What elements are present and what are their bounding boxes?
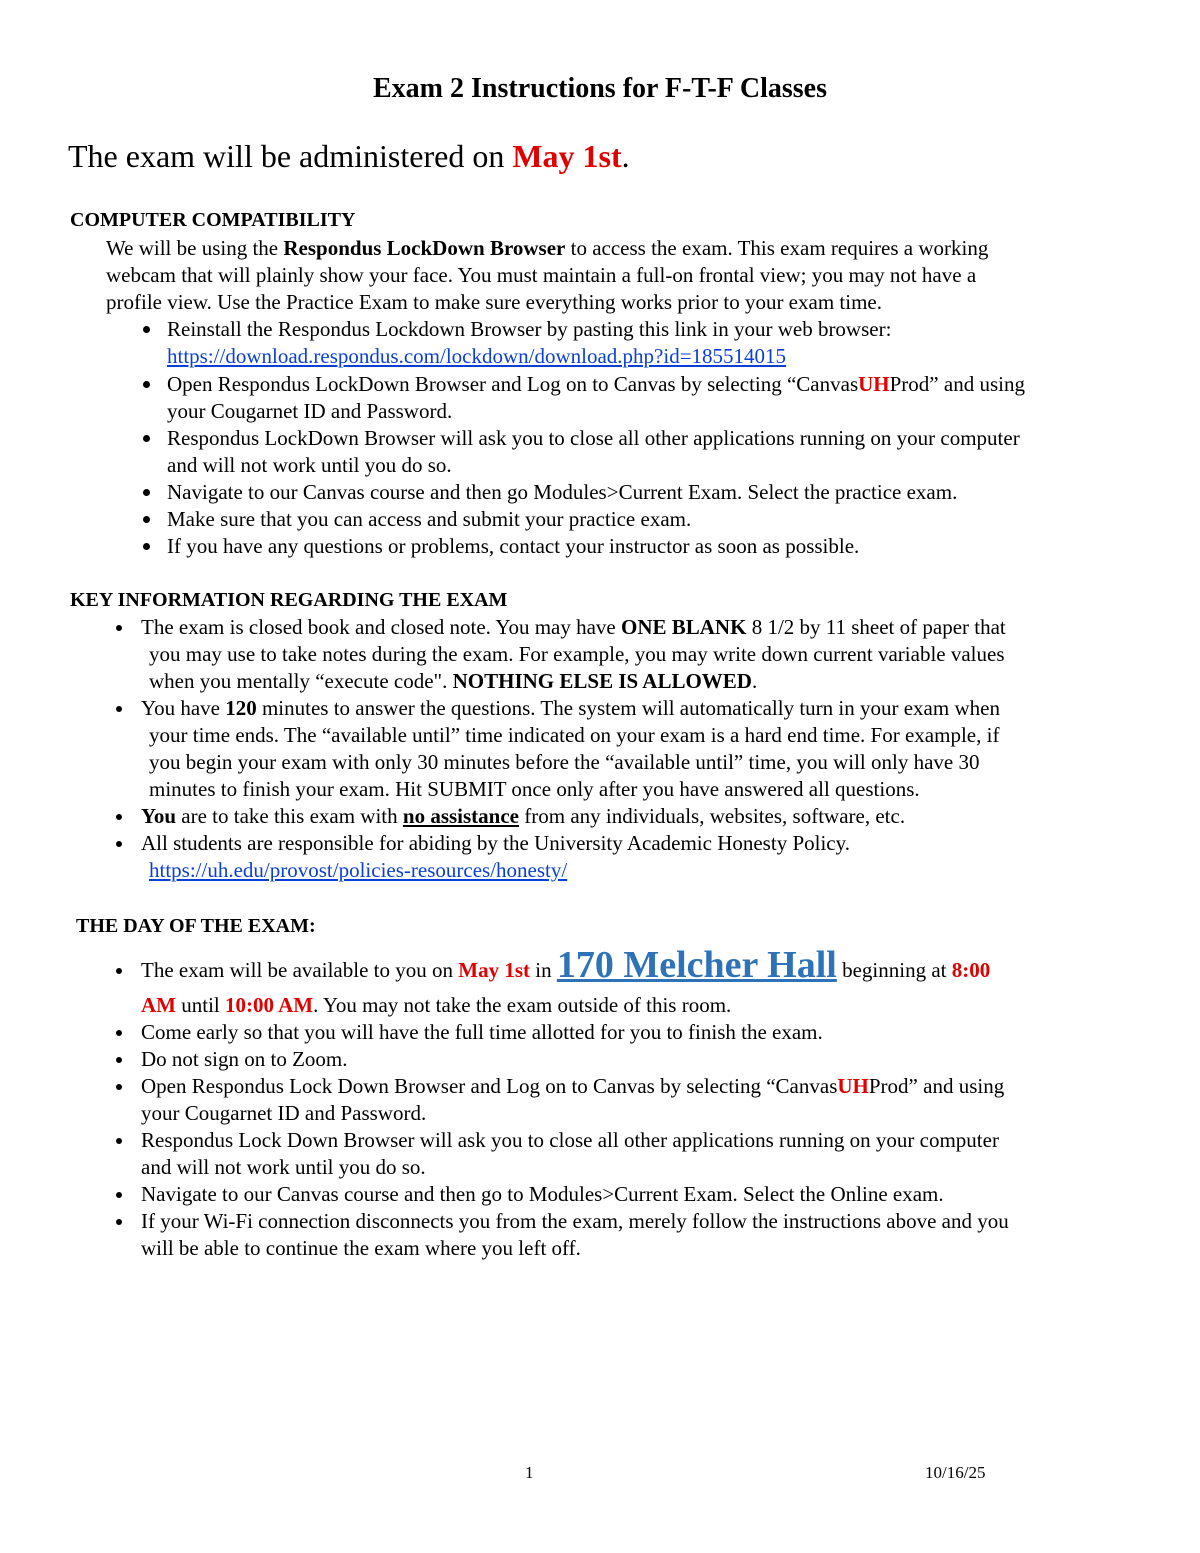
bullet-icon — [143, 326, 150, 333]
day-bullet-7-cont: will be able to continue the exam where you left off. — [141, 1236, 581, 1260]
lockdown-browser-name: Respondus LockDown Browser — [283, 236, 566, 260]
bullet-icon — [143, 435, 150, 442]
bullet-icon — [116, 1030, 122, 1036]
bullet-text: are to take this exam with — [176, 804, 403, 828]
bullet-text: minutes to answer the questions. The system will automatically turn in your exam when — [256, 696, 1000, 720]
bullet-text: Prod” and using — [889, 372, 1025, 396]
start-time-meridiem: AM — [141, 993, 176, 1017]
page-number: 1 — [525, 1463, 534, 1482]
honesty-link-row — [149, 858, 567, 883]
bullet-text: You have — [141, 696, 226, 720]
bullet-text: The exam is closed book and closed note. You may have — [141, 615, 621, 639]
one-blank-emphasis: ONE BLANK — [621, 615, 747, 639]
uh-highlight: UH — [837, 1074, 869, 1098]
end-time: 10:00 AM — [225, 993, 314, 1017]
minutes-count: 120 — [225, 696, 257, 720]
bullet-icon — [116, 625, 122, 631]
compat-bullet-1: Reinstall the Respondus Lockdown Browser by pasting this link in your web browser: — [167, 317, 892, 341]
bullet-icon — [116, 1138, 122, 1144]
day-bullet-1-cont — [141, 993, 731, 1018]
bullet-text: in — [530, 958, 557, 982]
compat-para-line-3: profile view. Use the Practice Exam to make sure everything works prior to your exam time. — [106, 290, 882, 314]
bullet-text: . — [751, 669, 758, 693]
bullet-text: 8 1/2 by 11 sheet of paper that — [746, 615, 1006, 639]
key-bullet-2-cont: your time ends. The “available until” time indicated on your exam is a hard end time. For example, if — [149, 723, 1000, 747]
no-assistance-emphasis: no assistance — [402, 804, 519, 828]
key-bullet-2 — [141, 696, 1000, 721]
day-bullet-7: If your Wi-Fi connection disconnects you from the exam, merely follow the instructions above and you — [141, 1209, 1009, 1233]
day-bullet-2: Come early so that you will have the full time allotted for you to finish the exam. — [141, 1020, 823, 1044]
exam-date: May 1st — [512, 138, 622, 174]
bullet-text: The exam will be available to you on — [141, 958, 459, 982]
compat-bullet-2 — [167, 372, 1025, 397]
exam-date-line — [68, 138, 630, 175]
para-text: to access the exam. This exam requires a working — [565, 236, 989, 260]
exam-day-date: May 1st — [458, 958, 530, 982]
day-bullet-4 — [141, 1074, 1004, 1099]
intro-suffix: . — [621, 138, 630, 174]
day-bullet-5: Respondus Lock Down Browser will ask you to close all other applications running on your computer — [141, 1128, 999, 1152]
bullet-text: . You may not take the exam outside of this room. — [313, 993, 732, 1017]
bullet-icon — [116, 841, 122, 847]
day-bullet-4-cont: your Cougarnet ID and Password. — [141, 1101, 427, 1125]
key-bullet-2-cont-3: minutes to finish your exam. Hit SUBMIT once only after you have answered all questions. — [149, 777, 920, 801]
bullet-text: Open Respondus LockDown Browser and Log on to Canvas by selecting “Canvas — [167, 372, 859, 396]
bullet-icon — [116, 706, 122, 712]
document-title: Exam 2 Instructions for F-T-F Classes — [373, 73, 827, 104]
day-bullet-5-cont: and will not work until you do so. — [141, 1155, 426, 1179]
key-bullet-1-cont-2 — [149, 669, 757, 694]
key-bullet-1 — [141, 615, 1006, 640]
key-bullet-2-cont-2: you begin your exam with only 30 minutes before the “available until” time, you will only have 30 — [149, 750, 980, 774]
day-bullet-1 — [141, 942, 990, 988]
bullet-text: when you mentally “execute code". — [149, 669, 453, 693]
compat-bullet-3-cont: and will not work until you do so. — [167, 453, 452, 477]
bullet-icon — [116, 968, 122, 974]
para-text: We will be using the — [106, 236, 284, 260]
footer-date: 10/16/25 — [925, 1463, 986, 1482]
bullet-icon — [116, 1192, 122, 1198]
key-bullet-4: All students are responsible for abiding by the University Academic Honesty Policy. — [141, 831, 850, 855]
bullet-icon — [143, 516, 150, 523]
day-bullet-6: Navigate to our Canvas course and then go to Modules>Current Exam. Select the Online exam. — [141, 1182, 944, 1206]
intro-prefix: The exam will be administered on — [68, 138, 513, 174]
exam-location: 170 Melcher Hall — [556, 944, 837, 986]
computer-compatibility-heading: COMPUTER COMPATIBILITY — [70, 209, 356, 231]
bullet-icon — [116, 1084, 122, 1090]
start-time: 8:00 — [951, 958, 991, 982]
bullet-text: Open Respondus Lock Down Browser and Log on to Canvas by selecting “Canvas — [141, 1074, 838, 1098]
day-bullet-3: Do not sign on to Zoom. — [141, 1047, 348, 1071]
bullet-icon — [116, 1219, 122, 1225]
bullet-text: beginning at — [836, 958, 952, 982]
honesty-policy-link[interactable]: https://uh.edu/provost/policies-resources/honesty/ — [149, 858, 568, 882]
lockdown-download-link-row — [167, 344, 786, 369]
lockdown-download-link[interactable]: https://download.respondus.com/lockdown/download.php?id=185514015 — [167, 344, 787, 368]
uh-highlight: UH — [858, 372, 890, 396]
bullet-icon — [143, 543, 150, 550]
compat-bullet-3: Respondus LockDown Browser will ask you to close all other applications running on your computer — [167, 426, 1020, 450]
bullet-icon — [143, 381, 150, 388]
bullet-text: from any individuals, websites, software, etc. — [519, 804, 906, 828]
bullet-icon — [143, 489, 150, 496]
bullet-text: Prod” and using — [868, 1074, 1005, 1098]
compat-bullet-2-cont: your Cougarnet ID and Password. — [167, 399, 453, 423]
bullet-icon — [116, 814, 122, 820]
you-emphasis: You — [141, 804, 177, 828]
day-of-exam-heading: THE DAY OF THE EXAM: — [76, 915, 316, 937]
compat-bullet-5: Make sure that you can access and submit your practice exam. — [167, 507, 692, 531]
bullet-icon — [116, 1057, 122, 1063]
compat-para-line-1 — [106, 236, 988, 261]
compat-bullet-6: If you have any questions or problems, contact your instructor as soon as possible. — [167, 534, 860, 558]
compat-bullet-4: Navigate to our Canvas course and then go Modules>Current Exam. Select the practice exam. — [167, 480, 958, 504]
key-information-heading: KEY INFORMATION REGARDING THE EXAM — [70, 589, 508, 611]
key-bullet-3 — [141, 804, 905, 829]
nothing-else-allowed: NOTHING ELSE IS ALLOWED — [452, 669, 752, 693]
bullet-text: until — [176, 993, 226, 1017]
key-bullet-1-cont: you may use to take notes during the exam. For example, you may write down current variable values — [149, 642, 1005, 666]
compat-para-line-2: webcam that will plainly show your face. You must maintain a full-on frontal view; you may not have a — [106, 263, 977, 287]
